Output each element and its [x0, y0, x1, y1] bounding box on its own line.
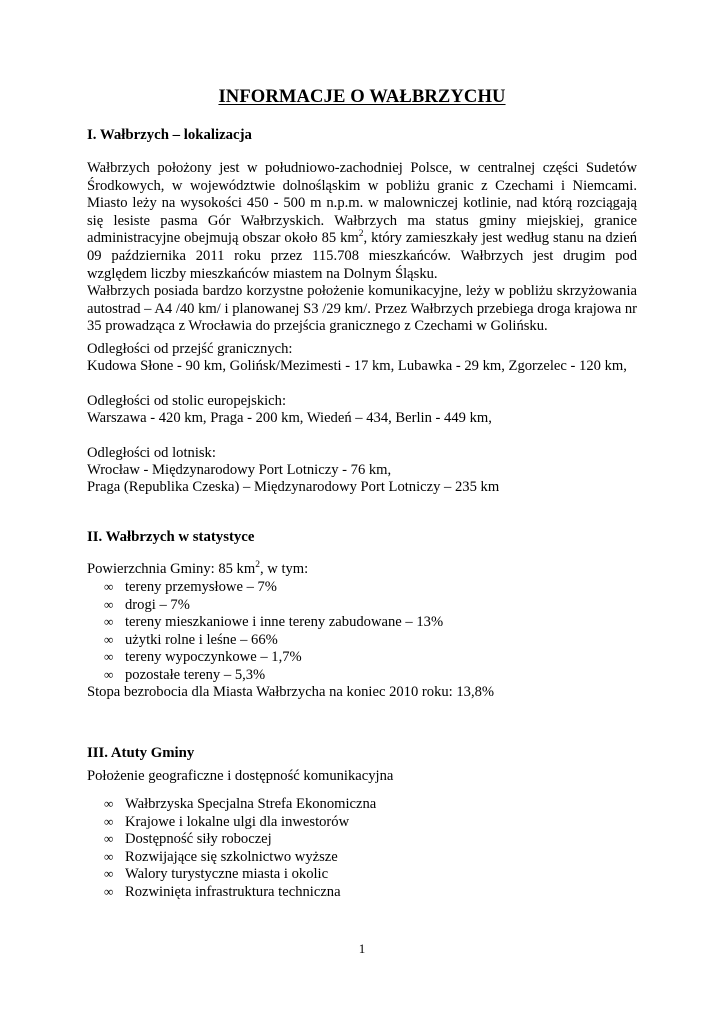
- location-paragraph-part-1: Wałbrzych położony jest w południowo-zachodniej Polsce, w centralnej części Sudetów Środkowych, w województwie dolnośląskim w pobliżu granic z Czechami i Niemcami. Miasto leży na wysokości 450 - 500 m n.p.m. w malowniczej kotlinie, nad którą rozciągają się lesiste pasma Gór Wałbrzyskich. Wałbrzych ma status gminy miejskiej, granice administracyjne obejmują obszar około 85 km: [87, 160, 637, 247]
- location-paragraph-part-2: , który zamieszkały jest według stanu na dzień 09 października 2011 roku przez 115.708 mieszkańców. Wałbrzych jest drugim pod względem liczby mieszkańców miastem na Dolnym Śląsku.: [87, 230, 638, 282]
- infinity-bullet-icon: ∞: [104, 883, 114, 899]
- unemployment-rate: Stopa bezrobocia dla Miasta Wałbrzycha na koniec 2010 roku: 13,8%: [87, 684, 495, 700]
- list-item: ∞ tereny wypoczynkowe – 1,7%: [104, 649, 302, 666]
- section-3-heading: III. Atuty Gminy: [87, 745, 195, 761]
- list-item: ∞ Rozwijające się szkolnictwo wyższe: [104, 848, 338, 865]
- infinity-bullet-icon: ∞: [104, 579, 114, 594]
- strengths-intro: Położenie geograficzne i dostępność komunikacyjna: [87, 768, 394, 784]
- border-distances-text: Kudowa Słone - 90 km, Golińsk/Mezimesti - 17 km, Lubawka - 29 km, Zgorzelec - 120 km,: [87, 358, 627, 374]
- transport-paragraph: Wałbrzych posiada bardzo korzystne położenie komunikacyjne, leży w pobliżu skrzyżowania autostrad – A4 /40 km/ i planowanej S3 /29 km/. Przez Wałbrzych przebiega droga krajowa nr 35 prowadząca z Wrocławia do przejścia granicznego z Czechami w Golińsku.: [87, 283, 637, 335]
- list-item: ∞ Walory turystyczne miasta i okolic: [104, 866, 329, 883]
- infinity-bullet-icon: ∞: [104, 831, 114, 847]
- superscript-2: 2: [358, 229, 364, 240]
- location-paragraph: [87, 160, 637, 283]
- infinity-bullet-icon: ∞: [104, 596, 114, 612]
- infinity-bullet-icon: ∞: [104, 848, 114, 864]
- list-item: ∞ tereny mieszkaniowe i inne tereny zabudowane – 13%: [104, 614, 444, 631]
- municipality-area-suffix: , w tym:: [259, 561, 309, 577]
- list-item: ∞ drogi – 7%: [104, 596, 190, 613]
- infinity-bullet-icon: ∞: [104, 614, 114, 630]
- municipality-area-text: Powierzchnia Gminy: 85 km: [87, 561, 256, 577]
- list-item: ∞ użytki rolne i leśne – 66%: [104, 631, 278, 648]
- capital-distances-text: Warszawa - 420 km, Praga - 200 km, Wiedeń – 434, Berlin - 449 km,: [87, 410, 492, 426]
- section-1-heading: I. Wałbrzych – lokalizacja: [87, 127, 252, 143]
- list-item: ∞ Krajowe i lokalne ulgi dla inwestorów: [104, 813, 350, 830]
- list-item: ∞ tereny przemysłowe – 7%: [104, 579, 277, 595]
- strengths-list: [104, 795, 376, 901]
- land-use-list: [104, 578, 443, 684]
- section-2-heading: II. Wałbrzych w statystyce: [87, 529, 255, 545]
- municipality-area: [87, 561, 308, 579]
- superscript-2: 2: [255, 560, 260, 570]
- infinity-bullet-icon: ∞: [104, 631, 114, 647]
- list-item: ∞ Rozwinięta infrastruktura techniczna: [104, 883, 341, 900]
- airport-distance-wroclaw: Wrocław - Międzynarodowy Port Lotniczy - 76 km,: [87, 462, 392, 478]
- infinity-bullet-icon: ∞: [104, 866, 114, 882]
- list-item: ∞ Dostępność siły roboczej: [104, 831, 272, 848]
- list-item: ∞ pozostałe tereny – 5,3%: [104, 666, 266, 683]
- airport-distances-label: Odległości od lotnisk:: [87, 445, 216, 461]
- border-distances-label: Odległości od przejść granicznych:: [87, 341, 293, 357]
- list-item: ∞ Wałbrzyska Specjalna Strefa Ekonomiczna: [104, 796, 377, 812]
- page-number: 1: [358, 941, 366, 956]
- capital-distances-label: Odległości od stolic europejskich:: [87, 393, 287, 409]
- infinity-bullet-icon: ∞: [104, 796, 114, 811]
- infinity-bullet-icon: ∞: [104, 666, 114, 682]
- infinity-bullet-icon: ∞: [104, 813, 114, 829]
- infinity-bullet-icon: ∞: [104, 649, 114, 665]
- airport-distance-prague: Praga (Republika Czeska) – Międzynarodowy Port Lotniczy – 235 km: [87, 479, 500, 495]
- document-title: INFORMACJE O WAŁBRZYCHU: [218, 86, 506, 107]
